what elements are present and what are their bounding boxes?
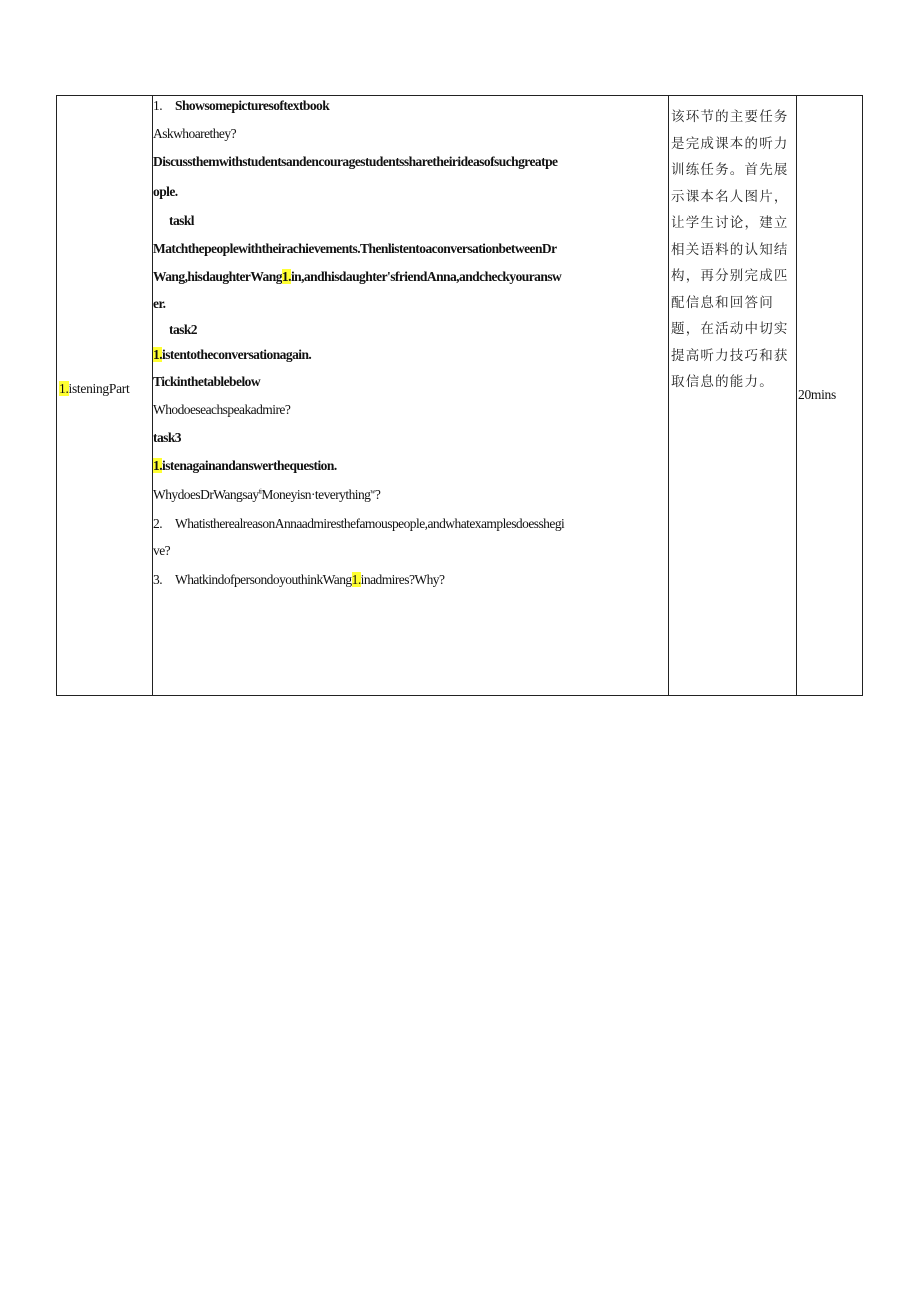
part-label: 1.isteningPart — [59, 381, 130, 396]
line-9: task2 — [169, 322, 198, 337]
line-12: Whodoeseachspeakadmire? — [153, 402, 291, 417]
line-5: taskl — [169, 213, 195, 228]
lesson-plan-table — [56, 95, 863, 696]
line-4: ople. — [153, 184, 178, 199]
line-16: 2. WhatistherealreasonAnnaadmiresthefamouspeople,andwhatexamplesdoesshegi — [153, 516, 565, 531]
line-6: Matchthepeoplewiththeirachievements.ThenlistentoaconversationbetweenDr — [153, 241, 557, 256]
line-11: Tickinthetablebelow — [153, 374, 261, 389]
line-17: ve? — [153, 543, 171, 558]
time-cell — [797, 96, 862, 695]
line-15: WhydoesDrWangsay$^{ti}$Moneyisn·teverything$^w$? — [153, 487, 381, 502]
design-note: 该环节的主要任务是完成课本的听力训练任务。首先展示课本名人图片，让学生讨论，建立相关语料的认知结构，再分别完成匹配信息和回答问题，在活动中切实提高听力技巧和获取信息的能力。 — [671, 109, 789, 390]
line-13: task3 — [153, 430, 182, 445]
line-3: Discussthemwithstudentsandencouragestudentssharetheirideasofsuchgreatpe — [153, 154, 558, 169]
part-prefix-highlight: 1. — [59, 381, 69, 396]
highlight: 1. — [281, 269, 291, 284]
line-1: 1. Showsomepicturesoftextbook — [153, 98, 330, 113]
note-cell — [669, 96, 797, 695]
line-10: 1.istentotheconversationagain. — [153, 347, 312, 362]
part-cell — [57, 96, 153, 695]
line-18: 3. WhatkindofpersondoyouthinkWang1.inadmires?Why? — [153, 572, 445, 587]
line-2: Askwhoarethey? — [153, 126, 237, 141]
content-cell — [153, 96, 669, 695]
highlight: 1. — [351, 572, 361, 587]
line-7: Wang,hisdaughterWang1.in,andhisdaughter'sfriendAnna,andcheckyouransw — [153, 269, 562, 284]
line-14: 1.istenagainandanswerthequestion. — [153, 458, 337, 473]
time-value: 20mins — [798, 387, 836, 402]
line-8: er. — [153, 296, 166, 311]
highlight: 1. — [153, 347, 163, 362]
highlight: 1. — [153, 458, 163, 473]
